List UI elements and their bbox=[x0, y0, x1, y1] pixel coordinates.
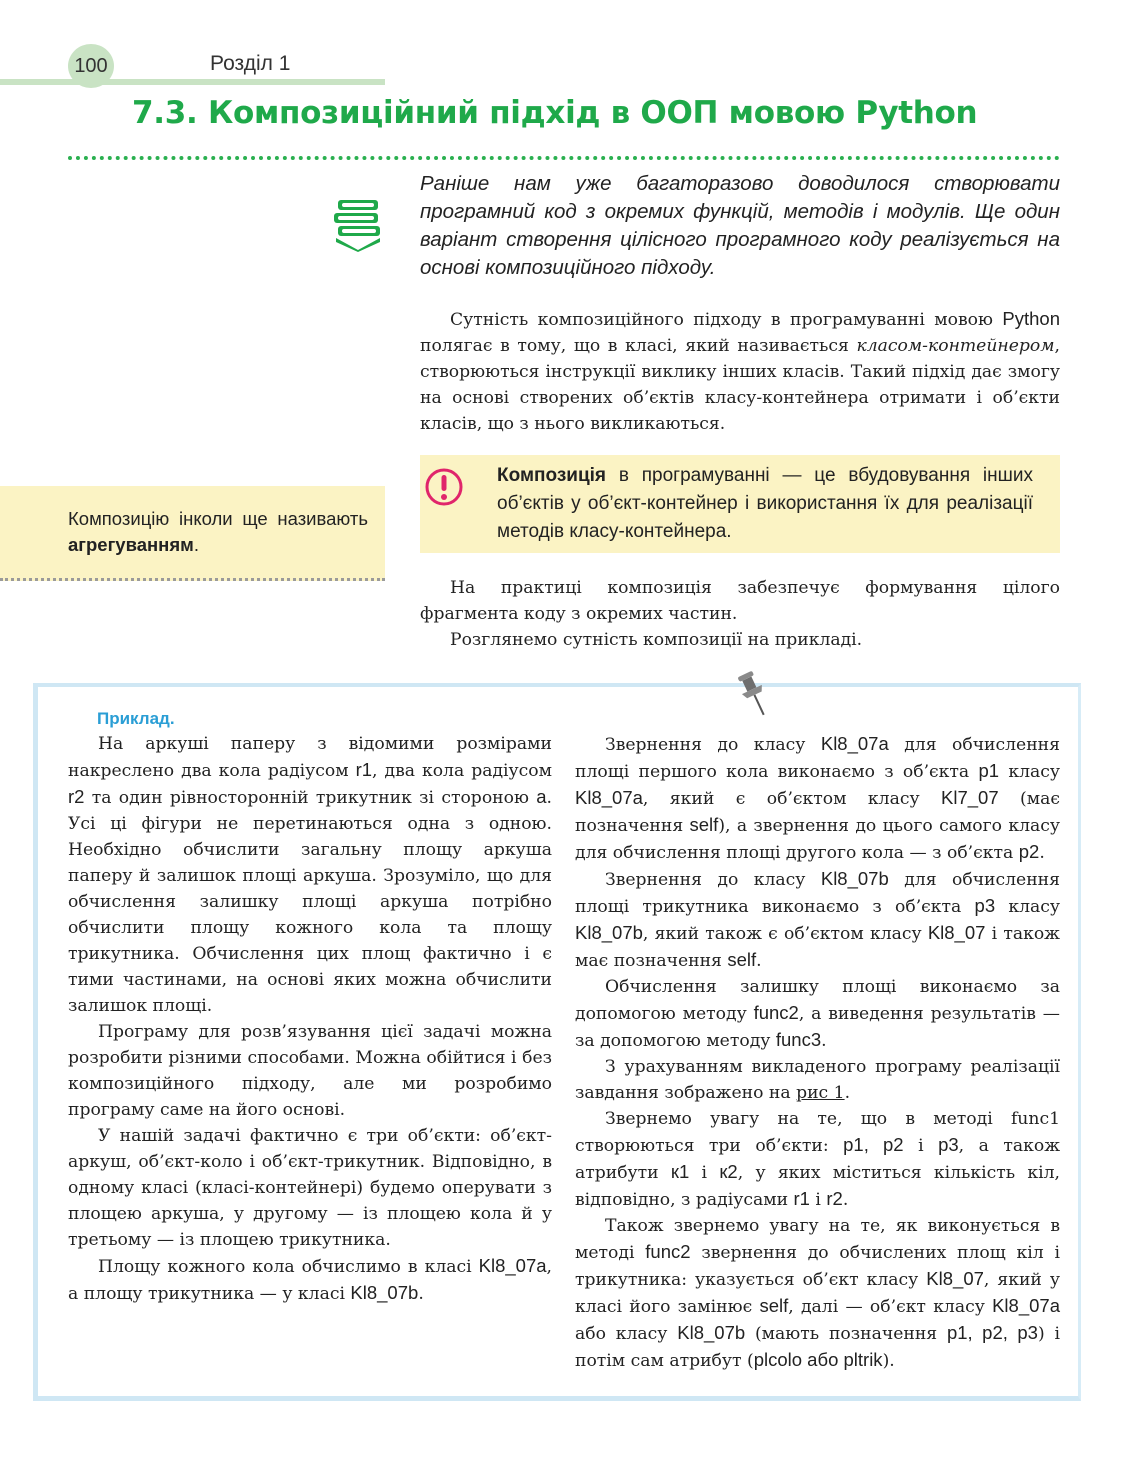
code-token: p1 bbox=[978, 760, 1000, 781]
text-run: З урахуванням викладеного програму реалізації завдання зображено на bbox=[575, 1057, 1060, 1103]
code-token: a bbox=[536, 786, 547, 807]
text-run: і bbox=[689, 1163, 720, 1183]
example-paragraph bbox=[575, 974, 1060, 1054]
code-token: p1, p2, p3 bbox=[946, 1322, 1038, 1343]
code-token: Kl8_07 bbox=[926, 1268, 984, 1289]
text-run: . bbox=[842, 1190, 849, 1210]
text-run: і bbox=[809, 1190, 827, 1210]
text-run: для обчислення площі першого кола виконаємо з об’єкта bbox=[575, 735, 1060, 782]
code-token: к1 bbox=[670, 1161, 690, 1182]
text-run: класу bbox=[995, 897, 1060, 917]
text-run: (мають позначення bbox=[745, 1324, 947, 1344]
example-paragraph bbox=[575, 1054, 1060, 1106]
code-token: Kl8_07a bbox=[820, 733, 889, 754]
code-token: self bbox=[689, 814, 719, 835]
example-paragraph bbox=[68, 731, 552, 1019]
figure-link[interactable]: рис 1 bbox=[796, 1083, 845, 1103]
text-run: Площу кожного кола обчислимо в класі bbox=[98, 1257, 479, 1277]
text-run: , а також атрибути bbox=[575, 1136, 1061, 1183]
code-token: self bbox=[727, 949, 757, 970]
text-run: класу bbox=[999, 762, 1060, 782]
text-run: і bbox=[903, 1136, 939, 1156]
text-run: . bbox=[1039, 843, 1045, 863]
text-run: Сутність композиційного підходу в програмуванні мовою bbox=[450, 310, 1003, 330]
text-run: , далі — об’єкт класу bbox=[788, 1297, 993, 1317]
text-run: , створюються інструкції виклику інших класів. Такий підхід дає змогу на основі створених об’єктів класу-контейнера отримати і об’єкти класів, що з нього викликаються. bbox=[420, 336, 1060, 434]
text-run: , який також є об’єктом класу bbox=[642, 924, 928, 944]
page-number: 100 bbox=[68, 44, 114, 88]
code-token: p3 bbox=[974, 895, 996, 916]
text-run: . bbox=[844, 1083, 851, 1103]
example-paragraph bbox=[575, 1106, 1060, 1213]
code-token: r1 bbox=[355, 759, 373, 780]
text-run: полягає в тому, що в класі, який називається bbox=[420, 336, 857, 356]
text-run: ). bbox=[882, 1351, 895, 1371]
text-run: звернення до обчислених площ кіл і трикутника: указується об’єкт класу bbox=[575, 1243, 1060, 1290]
text-run: . Усі ці фігури не перетинаються одна з одною. Необхідно обчислити загальну площу аркуша паперу й залишок площі аркуша. Зрозуміло, що для обчислення залишку площі аркуша потрібно обчислити площу кожного кола та площу трикутника. Обчислення цих площ фактично і є тими частинами, на основі яких можна обчислити залишок площі. bbox=[68, 788, 552, 1016]
term-container-class: класом-контейнером bbox=[856, 336, 1055, 356]
books-icon bbox=[332, 196, 384, 252]
header-rule bbox=[0, 79, 385, 85]
example-paragraph bbox=[575, 866, 1060, 974]
code-token: func2 bbox=[753, 1002, 799, 1023]
example-left-column bbox=[68, 731, 552, 1307]
example-paragraph bbox=[575, 1213, 1060, 1374]
text-run: або класу bbox=[575, 1324, 678, 1344]
code-token: Kl8_07 bbox=[927, 922, 986, 943]
definition-term: Композиція bbox=[497, 465, 607, 486]
code-token: Kl8_07b bbox=[350, 1282, 419, 1303]
example-paragraph bbox=[575, 731, 1060, 866]
example-paragraph: Програму для розв’язування цієї задачі можна розробити різними способами. Можна обійтися і без композиційного підходу, але ми розробимо програму саме на його основі. bbox=[68, 1022, 552, 1120]
text-run: (має позначення bbox=[575, 789, 1060, 836]
python-word: Python bbox=[1002, 308, 1060, 329]
code-token: Kl8_07b bbox=[575, 922, 643, 943]
text-run: Звернення до класу bbox=[605, 870, 821, 890]
page-title: 7.3. Композиційний підхід в ООП мовою Python bbox=[132, 95, 978, 131]
text-run: , у яких міститься кількість кіл, відповідно, з радіусами bbox=[575, 1163, 1060, 1210]
code-token: func2 bbox=[645, 1241, 691, 1262]
example-right-column bbox=[575, 731, 1060, 1374]
text-run: ), а звернення до цього самого класу для обчислення площі другого кола — з об’єкта bbox=[575, 816, 1060, 863]
paragraph-composition-essence bbox=[420, 306, 1060, 437]
text-run: для обчислення площі трикутника виконаємо з об’єкта bbox=[575, 870, 1060, 917]
text-run: , який є об’єктом класу bbox=[642, 789, 941, 809]
code-token: r2 bbox=[68, 786, 85, 807]
text-run: Звернення до класу bbox=[605, 735, 821, 755]
text-run: , який у класі його замінює bbox=[575, 1270, 1060, 1317]
code-token: r1 bbox=[793, 1188, 810, 1209]
text-run: ) і потім сам атрибут ( bbox=[575, 1324, 1060, 1371]
code-token: Kl8_07a bbox=[478, 1255, 547, 1276]
code-token: p3 bbox=[938, 1134, 959, 1155]
text-run: . bbox=[821, 1031, 827, 1051]
code-token: r2 bbox=[826, 1188, 843, 1209]
code-token: plcolo або pltrik bbox=[753, 1349, 883, 1370]
example-heading: Приклад. bbox=[97, 709, 175, 728]
text-run: На аркуші паперу з відомими розмірами накреслено два кола радіусом bbox=[68, 734, 552, 781]
definition-text bbox=[497, 462, 1033, 546]
text-run: , а площу трикутника — у класі bbox=[68, 1257, 552, 1304]
definition-body: в програмуванні — це вбудовування інших об’єктів у об’єкт-контейнер і використання їх для реалізації методів класу-контейнера. bbox=[497, 465, 1033, 542]
text-run: . bbox=[756, 951, 762, 971]
code-token: Kl8_07b bbox=[677, 1322, 746, 1343]
side-note-term: агрегуванням bbox=[68, 534, 194, 555]
section-label: Розділ 1 bbox=[210, 52, 291, 75]
paragraph-practice bbox=[420, 575, 1060, 653]
side-note-text bbox=[68, 506, 368, 558]
text-run: Звернемо увагу на те, що в методі bbox=[605, 1109, 1011, 1129]
code-token: к2 bbox=[719, 1161, 738, 1182]
text-run: і також має позначення bbox=[575, 924, 1060, 971]
text-run: Також звернемо увагу на те, як виконується в методі bbox=[575, 1216, 1060, 1263]
code-token: p1, p2 bbox=[843, 1134, 904, 1155]
text-run: . bbox=[193, 534, 199, 555]
example-paragraph bbox=[68, 1253, 552, 1307]
exclamation-icon bbox=[424, 465, 464, 509]
code-token: Kl7_07 bbox=[941, 787, 999, 808]
text-run: , а виведення результатів — за допомогою методу bbox=[575, 1004, 1060, 1051]
text-run: , два кола радіусом bbox=[372, 761, 552, 781]
paragraph-line: Розглянемо сутність композиції на прикладі. bbox=[450, 630, 863, 650]
code-token: p2 bbox=[1018, 841, 1040, 862]
paragraph-line: На практиці композиція забезпечує формування цілого фрагмента коду з окремих частин. bbox=[420, 578, 1060, 624]
text-run: створюються три об’єкти: bbox=[575, 1136, 844, 1156]
code-token: func1 bbox=[1010, 1109, 1060, 1129]
intro-text: Раніше нам уже багаторазово доводилося створювати програмний код з окремих функцій, методів і модулів. Ще один варіант створення цілісного програмного коду реалізується на основі композиційного підходу. bbox=[420, 172, 1060, 279]
code-token: Kl8_07b bbox=[820, 868, 889, 889]
example-paragraph: У нашій задачі фактично є три об’єкти: об’єкт-аркуш, об’єкт-коло і об’єкт-трикутник. Відповідно, в одному класі (класі-контейнері) будемо оперувати з площею аркуша, у другому — із площею кола й у третьому — із площею трикутника. bbox=[68, 1126, 552, 1250]
text-run: та один рівносторонній трикутник зі стороною bbox=[84, 788, 537, 808]
code-token: Kl8_07a bbox=[992, 1295, 1060, 1316]
code-token: Kl8_07a bbox=[575, 787, 643, 808]
code-token: func3 bbox=[775, 1029, 822, 1050]
code-token: self bbox=[759, 1295, 789, 1316]
text-run: . bbox=[418, 1284, 424, 1304]
text-run: Композицію інколи ще називають bbox=[68, 508, 368, 529]
text-run: Обчислення залишку площі виконаємо за допомогою методу bbox=[575, 977, 1060, 1024]
title-divider bbox=[68, 156, 1060, 160]
pushpin-icon bbox=[734, 668, 774, 720]
